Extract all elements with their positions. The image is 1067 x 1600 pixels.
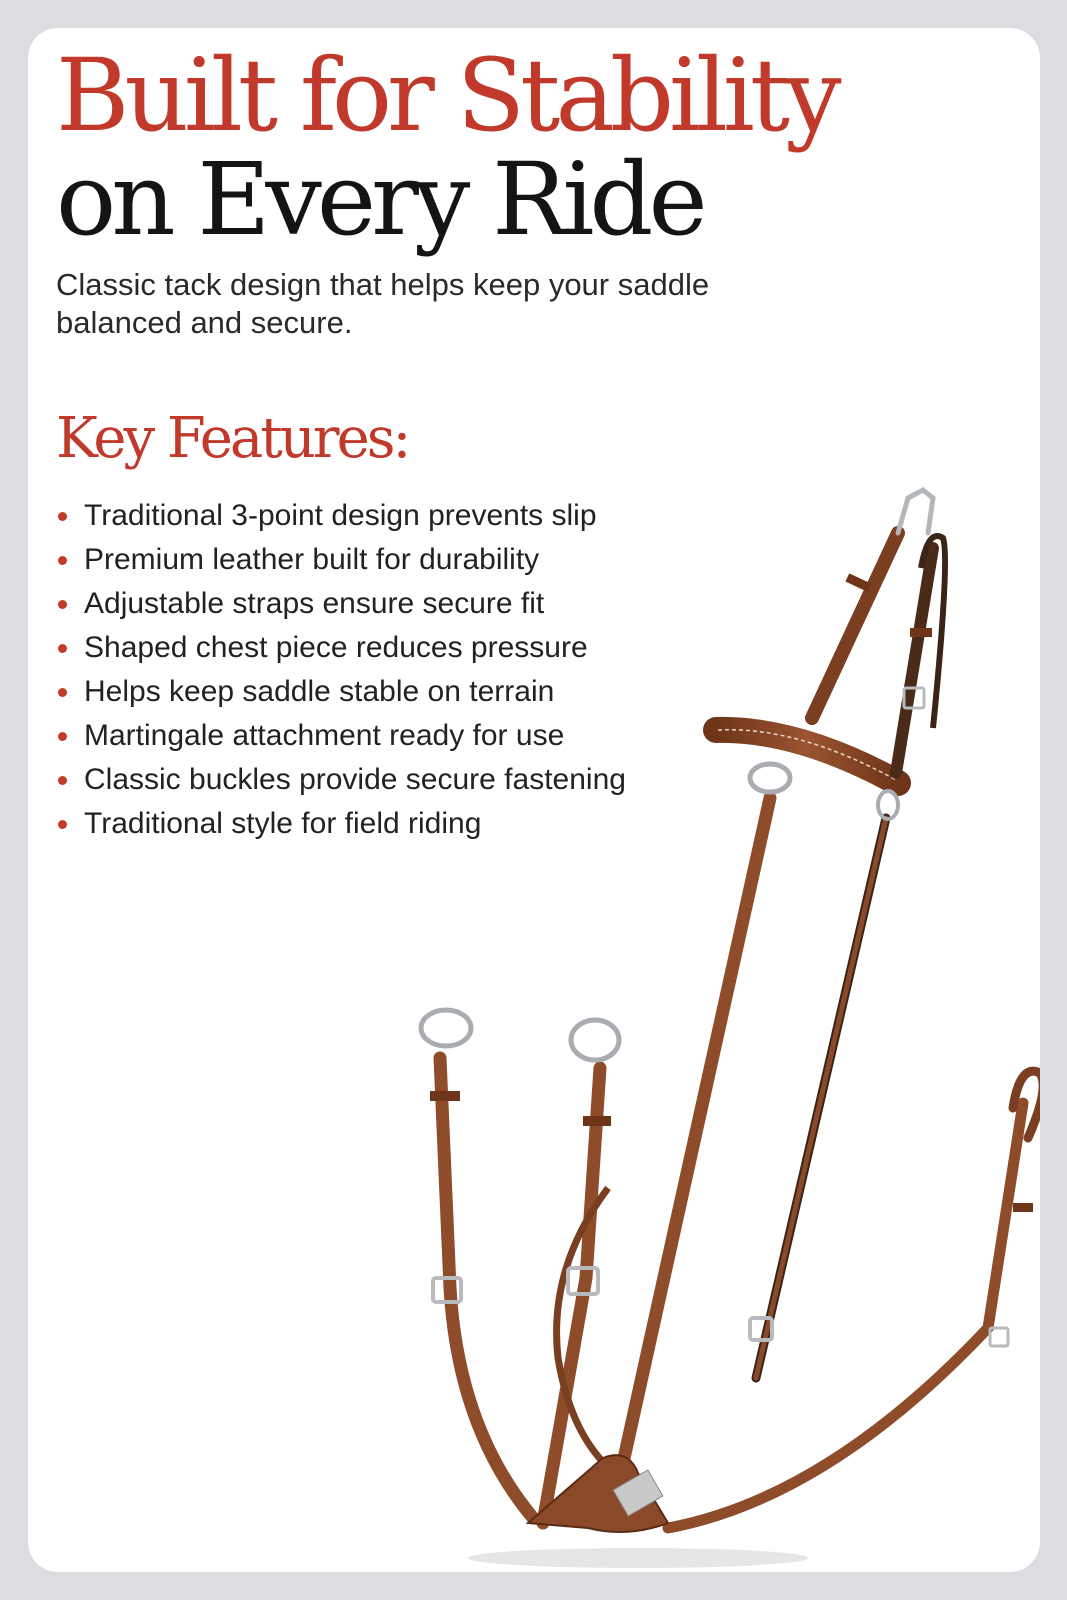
page-title: [56, 37, 837, 258]
keeper-right: [1013, 1203, 1033, 1212]
keeper-middle: [583, 1116, 611, 1126]
feature-text: Premium leather built for durability: [84, 543, 540, 576]
strap-top-left: [812, 533, 898, 718]
collar-ring: [750, 764, 790, 792]
strap-collar-right-face: [756, 818, 886, 1378]
floor-shadow: [468, 1548, 808, 1568]
content-card: [28, 28, 1040, 1572]
feature-text: Helps keep saddle stable on terrain: [84, 675, 555, 708]
keeper-left: [430, 1091, 460, 1101]
strap-collar-left: [613, 798, 770, 1508]
bullet-icon: [58, 600, 67, 609]
feature-text: Martingale attachment ready for use: [84, 719, 565, 752]
bullet-icon: [58, 820, 67, 829]
keeper-top: [845, 573, 871, 591]
keeper-top-right: [910, 628, 932, 637]
neck-strap: [716, 730, 898, 783]
strap-girth: [668, 1103, 1023, 1528]
strap-ring-left: [440, 1058, 533, 1518]
title-line-1: Built for Stability: [56, 37, 837, 154]
feature-text: Classic buckles provide secure fastening: [84, 763, 626, 796]
bullet-icon: [58, 688, 67, 697]
feature-text: Traditional 3-point design prevents slip: [84, 499, 597, 532]
bullet-icon: [58, 644, 67, 653]
feature-text: Adjustable straps ensure secure fit: [84, 587, 545, 620]
bullet-icon: [58, 776, 67, 785]
ring-middle: [571, 1020, 619, 1060]
bullet-icon: [58, 732, 67, 741]
title-line-2: on Every Ride: [56, 141, 703, 258]
breastplate-illustration: [358, 438, 1040, 1572]
snap-clip: [898, 490, 933, 533]
strap-top-right: [896, 548, 933, 773]
subtitle: Classic tack design that helps keep your saddle balanced and secure.: [56, 267, 710, 340]
features-heading: Key Features:: [56, 406, 409, 471]
bullet-icon: [58, 556, 67, 565]
bullet-icon: [58, 512, 67, 521]
feature-text: Traditional style for field riding: [84, 807, 482, 840]
ring-left: [421, 1010, 471, 1046]
feature-text: Shaped chest piece reduces pressure: [84, 631, 588, 664]
